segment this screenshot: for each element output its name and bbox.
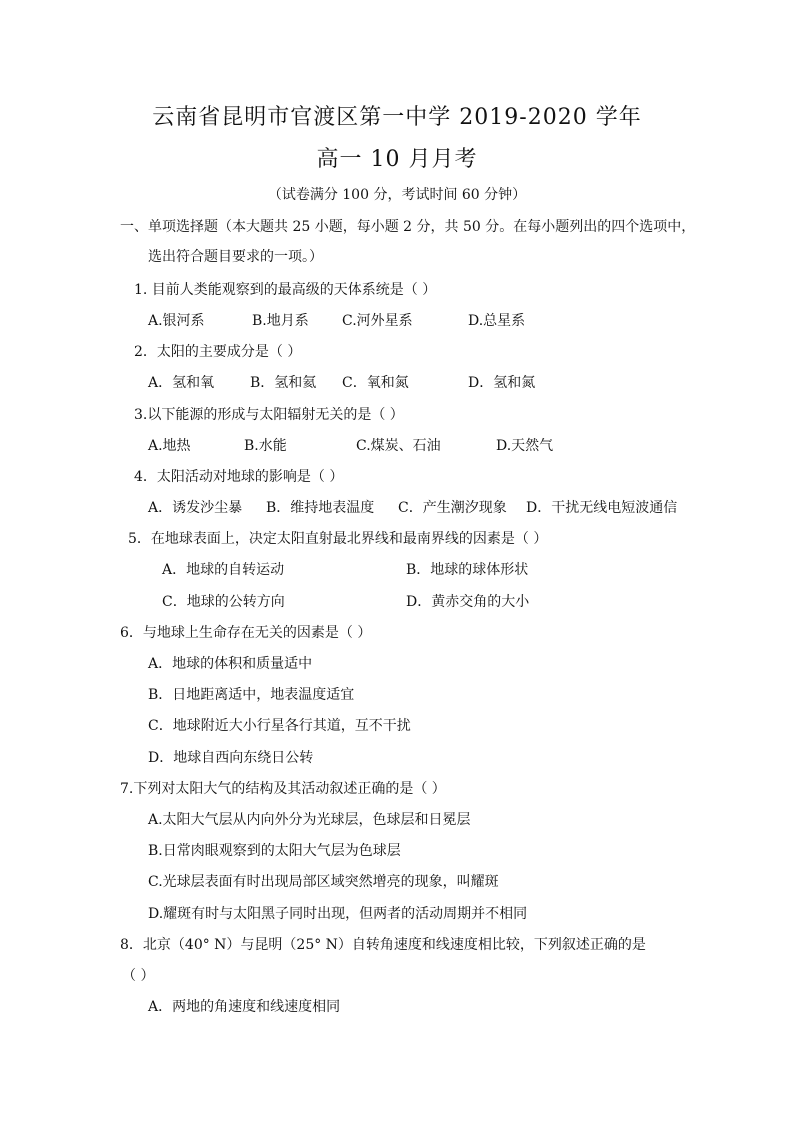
option: A．诱发沙尘暴: [148, 500, 243, 516]
option: A．氢和氧: [148, 375, 215, 391]
question-stem: 2．太阳的主要成分是（ ）: [134, 344, 302, 360]
option: C．氧和氮: [342, 375, 409, 391]
exam-title: 云南省昆明市官渡区第一中学 2019-2020 学年: [152, 105, 642, 130]
section-heading-cont: 选出符合题目要求的一项。）: [148, 249, 323, 265]
option: A.地热: [148, 438, 191, 454]
option: B.水能: [244, 438, 287, 454]
option: D．地球自西向东绕日公转: [148, 750, 314, 766]
option: C.煤炭、石油: [356, 438, 441, 454]
option: B．维持地表温度: [266, 500, 375, 516]
question-stem: 5．在地球表面上，决定太阳直射最北界线和最南界线的因素是（ ）: [128, 531, 548, 547]
option: C．地球附近大小行星各行其道，互不干扰: [148, 718, 411, 734]
option: C．地球的公转方向: [162, 594, 285, 610]
option: A.太阳大气层从内向外分为光球层，色球层和日冕层: [148, 812, 471, 828]
question-stem: 7.下列对太阳大气的结构及其活动叙述正确的是（ ）: [120, 781, 446, 797]
question-stem: 3.以下能源的形成与太阳辐射无关的是（ ）: [134, 407, 404, 423]
option: B.地月系: [252, 313, 309, 329]
option: D.总星系: [468, 313, 526, 329]
question-stem: 6．与地球上生命存在无关的因素是（ ）: [120, 625, 372, 641]
question-stem: 8．北京（40° N）与昆明（25° N）自转角速度和线速度相比较，下列叙述正确的是: [120, 937, 646, 953]
option: A.银河系: [148, 313, 205, 329]
option: C．产生潮汐现象: [398, 500, 507, 516]
question-stem: 4．太阳活动对地球的影响是（ ）: [134, 469, 344, 485]
option: B．氢和氦: [250, 375, 317, 391]
option: A．两地的角速度和线速度相同: [148, 999, 341, 1015]
exam-subtitle: 高一 10 月月考: [316, 147, 478, 172]
exam-note: （试卷满分 100 分，考试时间 60 分钟）: [267, 187, 527, 203]
question-stem: 1. 目前人类能观察到的最高级的天体系统是（ ）: [134, 282, 437, 298]
option: D．干扰无线电短波通信: [526, 500, 678, 516]
option: B.日常肉眼观察到的太阳大气层为色球层: [148, 843, 401, 859]
option: D．氢和氮: [468, 375, 536, 391]
option: D．黄赤交角的大小: [406, 594, 530, 610]
option: D.天然气: [496, 438, 554, 454]
option: A．地球的自转运动: [162, 562, 285, 578]
option: B．地球的球体形状: [406, 562, 529, 578]
option: D.耀斑有时与太阳黑子同时出现，但两者的活动周期并不相同: [148, 906, 528, 922]
option: A．地球的体积和质量适中: [148, 656, 313, 672]
question-stem-cont: （ ）: [122, 968, 155, 984]
option: C.光球层表面有时出现局部区域突然增亮的现象，叫耀斑: [148, 874, 499, 890]
section-heading: 一、单项选择题（本大题共 25 小题，每小题 2 分，共 50 分。在每小题列出的四个选项中，: [120, 219, 696, 235]
option: C.河外星系: [342, 313, 413, 329]
option: B．日地距离适中，地表温度适宜: [148, 687, 355, 703]
